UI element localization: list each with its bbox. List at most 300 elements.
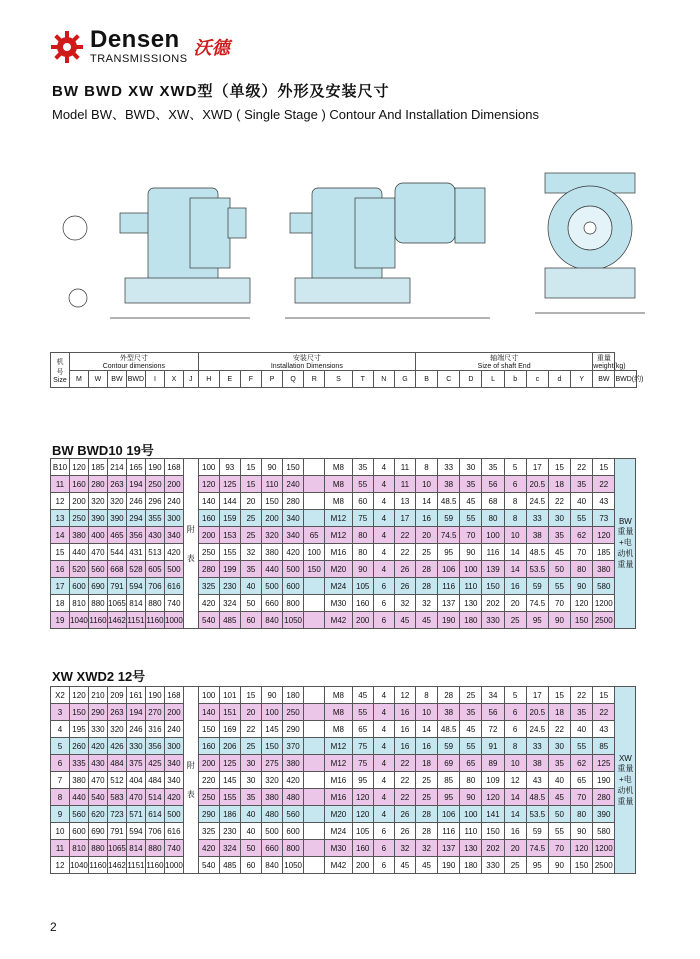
table-cell: 594 [126, 823, 145, 840]
table-cell: 20 [415, 527, 437, 544]
table-cell: 240 [164, 721, 183, 738]
table-cell: 90 [460, 544, 482, 561]
brand-name: Densen [90, 26, 180, 53]
table-cell: 140 [198, 704, 219, 721]
table-cell: 1462 [107, 612, 126, 629]
table-cell: X2 [51, 687, 70, 704]
table-cell: 30 [548, 510, 570, 527]
table-cell: 15 [51, 544, 70, 561]
table-cell: 209 [107, 687, 126, 704]
table-cell [304, 578, 325, 595]
table-cell: 22 [593, 704, 615, 721]
table-cell: 68 [482, 493, 504, 510]
table-cell: 18 [51, 595, 70, 612]
column-header: H [198, 371, 219, 388]
table-cell: 65 [571, 772, 593, 789]
table-cell: 55 [460, 510, 482, 527]
section-xw-title: XW XWD2 12号 [52, 669, 146, 684]
table-cell: 20 [504, 840, 526, 857]
table-cell: 200 [198, 755, 219, 772]
table-cell: 70 [571, 544, 593, 561]
table-cell: 540 [198, 612, 219, 629]
table-cell: 300 [164, 738, 183, 755]
table-cell: 145 [261, 721, 282, 738]
table-cell: 150 [261, 493, 282, 510]
table-cell: 38 [526, 755, 548, 772]
table-cell: 22 [571, 459, 593, 476]
table-cell: 72 [482, 721, 504, 738]
table-cell: 200 [352, 857, 373, 874]
table-cell: 116 [438, 823, 460, 840]
table-cell: 594 [126, 578, 145, 595]
table-row [51, 493, 660, 510]
table-cell: 200 [164, 704, 183, 721]
table-cell: 48.5 [438, 493, 460, 510]
column-header: N [373, 371, 394, 388]
table-cell: 440 [69, 544, 88, 561]
table-cell: 420 [164, 544, 183, 561]
table-cell: 55 [352, 476, 373, 493]
table-cell: 33 [438, 459, 460, 476]
table-cell: 16 [394, 721, 415, 738]
table-cell: 90 [261, 459, 282, 476]
table-cell: 246 [126, 493, 145, 510]
table-cell: 340 [164, 772, 183, 789]
table-cell: 246 [126, 721, 145, 738]
table-cell: 200 [198, 527, 219, 544]
table-cell: 45 [415, 612, 437, 629]
table-cell: M24 [325, 823, 352, 840]
table-cell: M24 [325, 578, 352, 595]
table-cell: 60 [240, 857, 261, 874]
table-cell: 200 [261, 510, 282, 527]
table-cell: 190 [145, 687, 164, 704]
table-cell: 1160 [88, 857, 107, 874]
table-cell: 101 [219, 687, 240, 704]
table-cell: 280 [198, 561, 219, 578]
table-cell: 1000 [164, 857, 183, 874]
table-cell: 59 [438, 510, 460, 527]
table-cell: 75 [352, 510, 373, 527]
table-cell: 53.5 [526, 806, 548, 823]
table-cell: 880 [88, 840, 107, 857]
table-cell: 22 [394, 755, 415, 772]
table-cell: 100 [460, 806, 482, 823]
table-cell: 465 [107, 527, 126, 544]
table-cell: 85 [438, 772, 460, 789]
table-cell: 190 [145, 459, 164, 476]
table-cell: 583 [107, 789, 126, 806]
table-row [51, 527, 660, 544]
table-cell: 90 [571, 578, 593, 595]
table-cell: 560 [88, 561, 107, 578]
table-cell: 12 [51, 857, 70, 874]
table-cell: 440 [69, 789, 88, 806]
table-cell: 380 [593, 561, 615, 578]
table-cell: 600 [69, 578, 88, 595]
column-header: X [164, 371, 183, 388]
table-cell: 120 [571, 595, 593, 612]
table-cell: 150 [571, 857, 593, 874]
table-cell: 430 [88, 755, 107, 772]
xw-dimension-table [50, 686, 660, 874]
table-cell: 330 [126, 738, 145, 755]
table-cell: 33 [526, 738, 548, 755]
table-cell: 25 [460, 687, 482, 704]
table-cell: 280 [88, 476, 107, 493]
table-cell: 43 [526, 772, 548, 789]
table-cell: 155 [219, 789, 240, 806]
table-cell: 32 [394, 840, 415, 857]
table-cell: 470 [88, 544, 107, 561]
table-cell: 18 [548, 476, 570, 493]
table-cell: 340 [164, 527, 183, 544]
table-cell: 60 [352, 493, 373, 510]
table-cell: 356 [145, 738, 164, 755]
table-cell: M30 [325, 595, 352, 612]
table-cell: 45 [394, 612, 415, 629]
table-cell: 810 [69, 595, 88, 612]
table-cell: 470 [126, 789, 145, 806]
table-cell: 155 [219, 544, 240, 561]
table-cell: 190 [593, 772, 615, 789]
table-cell: 200 [164, 476, 183, 493]
table-cell: 40 [240, 578, 261, 595]
table-cell: 95 [526, 612, 548, 629]
table-cell: 50 [548, 806, 570, 823]
page-title-cn: BW BWD XW XWD型（单级）外形及安装尺寸 [52, 83, 390, 100]
table-cell [304, 493, 325, 510]
table-cell: 5 [504, 687, 526, 704]
table-cell: M8 [325, 493, 352, 510]
table-cell: 65 [352, 721, 373, 738]
table-cell: 14 [415, 721, 437, 738]
table-cell: 1050 [283, 857, 304, 874]
table-row [51, 704, 660, 721]
table-cell: 6 [373, 857, 394, 874]
table-cell: 431 [126, 544, 145, 561]
table-cell: 280 [593, 789, 615, 806]
table-cell: 17 [394, 510, 415, 527]
contour-header: 外型尺寸 Contour dimensions [69, 353, 198, 371]
table-cell: 144 [219, 493, 240, 510]
table-cell: 32 [415, 840, 437, 857]
table-cell: 220 [198, 772, 219, 789]
table-cell: 214 [107, 459, 126, 476]
table-cell: 540 [88, 789, 107, 806]
table-cell: 206 [219, 738, 240, 755]
table-cell: 6 [504, 721, 526, 738]
table-cell: 8 [504, 738, 526, 755]
table-cell [304, 721, 325, 738]
table-cell: 59 [526, 578, 548, 595]
table-cell: 500 [164, 806, 183, 823]
table-cell: M12 [325, 510, 352, 527]
table-row [51, 687, 660, 704]
table-cell: 59 [526, 823, 548, 840]
table-cell: 45 [548, 789, 570, 806]
table-cell: 120 [352, 789, 373, 806]
brand-mark: 沃德 [193, 37, 230, 58]
table-cell: 20.5 [526, 704, 548, 721]
table-cell: 120 [482, 789, 504, 806]
table-cell: 190 [438, 612, 460, 629]
table-cell: 840 [261, 857, 282, 874]
table-cell: 93 [219, 459, 240, 476]
table-cell: 480 [283, 789, 304, 806]
table-cell: 616 [164, 823, 183, 840]
table-cell: 45 [460, 721, 482, 738]
table-cell: 390 [88, 510, 107, 527]
table-cell: 125 [593, 755, 615, 772]
table-cell: 80 [352, 544, 373, 561]
table-cell: 80 [460, 772, 482, 789]
weight-note: BW重量+电动机重量 [615, 459, 636, 629]
table-cell: B10 [51, 459, 70, 476]
table-cell: 340 [283, 510, 304, 527]
table-cell: 20 [240, 493, 261, 510]
table-cell [304, 612, 325, 629]
table-cell: 70 [548, 595, 570, 612]
table-cell: 50 [240, 595, 261, 612]
table-cell: 16 [394, 738, 415, 755]
table-cell: 28 [415, 806, 437, 823]
table-cell: 404 [126, 772, 145, 789]
table-cell: 95 [526, 857, 548, 874]
table-cell: 180 [460, 612, 482, 629]
table-cell [304, 755, 325, 772]
table-cell: 6 [373, 840, 394, 857]
table-cell: 120 [69, 459, 88, 476]
table-cell: 22 [240, 721, 261, 738]
table-cell [304, 772, 325, 789]
table-cell: 24.5 [526, 493, 548, 510]
table-cell: 706 [145, 823, 164, 840]
table-cell: 500 [283, 561, 304, 578]
table-cell: 14 [504, 561, 526, 578]
table-cell: 14 [504, 789, 526, 806]
table-cell: 1462 [107, 857, 126, 874]
table-cell: 240 [164, 493, 183, 510]
table-cell: 74.5 [526, 840, 548, 857]
table-cell: 26 [394, 561, 415, 578]
table-row [51, 823, 660, 840]
table-cell: 30 [240, 772, 261, 789]
table-cell: 544 [107, 544, 126, 561]
table-cell: 335 [69, 755, 88, 772]
table-cell: 91 [482, 738, 504, 755]
table-cell: 95 [438, 789, 460, 806]
table-cell: 150 [198, 721, 219, 738]
table-cell: 12 [394, 687, 415, 704]
table-cell: 10 [504, 755, 526, 772]
column-header: F [240, 371, 261, 388]
table-cell: 200 [352, 612, 373, 629]
table-cell: 614 [145, 806, 164, 823]
table-cell: 45 [548, 544, 570, 561]
table-cell: 120 [571, 840, 593, 857]
table-cell: 320 [107, 721, 126, 738]
table-cell: 40 [240, 823, 261, 840]
column-header: BW [593, 371, 615, 388]
column-header: D [460, 371, 482, 388]
table-cell: 420 [283, 772, 304, 789]
table-cell: 194 [126, 704, 145, 721]
table-cell [304, 704, 325, 721]
table-cell: 4 [373, 772, 394, 789]
table-cell: 35 [571, 476, 593, 493]
table-cell: 324 [219, 595, 240, 612]
table-cell: 26 [394, 578, 415, 595]
table-cell: 10 [504, 527, 526, 544]
table-cell: 10 [415, 704, 437, 721]
table-cell: 169 [219, 721, 240, 738]
table-cell: 90 [548, 857, 570, 874]
table-cell: 600 [69, 823, 88, 840]
table-cell: 8 [51, 789, 70, 806]
table-cell [304, 459, 325, 476]
table-cell: 159 [219, 510, 240, 527]
table-row [51, 840, 660, 857]
table-cell: 880 [88, 595, 107, 612]
bw-dimension-table [50, 458, 660, 629]
table-cell: 15 [548, 687, 570, 704]
table-cell: 100 [261, 704, 282, 721]
table-cell: 70 [571, 789, 593, 806]
table-cell: 16 [504, 578, 526, 595]
column-header: J [183, 371, 198, 388]
table-cell: 100 [460, 561, 482, 578]
table-cell: 706 [145, 578, 164, 595]
table-cell: 6 [373, 612, 394, 629]
table-cell: 48.5 [526, 789, 548, 806]
table-cell: 161 [126, 687, 145, 704]
table-cell: 150 [283, 459, 304, 476]
table-cell: 580 [593, 578, 615, 595]
table-cell: 16 [51, 561, 70, 578]
table-cell: 18 [548, 704, 570, 721]
table-cell: 430 [145, 527, 164, 544]
table-cell: M8 [325, 721, 352, 738]
table-cell: 160 [198, 738, 219, 755]
table-cell: 22 [394, 527, 415, 544]
table-cell: 330 [482, 857, 504, 874]
column-header: E [219, 371, 240, 388]
table-cell: 109 [482, 772, 504, 789]
table-cell: 13 [51, 510, 70, 527]
table-cell: 110 [261, 476, 282, 493]
table-cell: 160 [198, 510, 219, 527]
table-cell: 22 [593, 476, 615, 493]
table-cell: M16 [325, 772, 352, 789]
table-cell: 250 [283, 704, 304, 721]
table-cell: 690 [88, 823, 107, 840]
table-cell: 20 [504, 595, 526, 612]
table-cell: 8 [415, 459, 437, 476]
column-header: BW [107, 371, 126, 388]
table-cell: 90 [261, 687, 282, 704]
column-header: W [88, 371, 107, 388]
table-cell: 340 [164, 755, 183, 772]
table-cell [304, 806, 325, 823]
table-cell: 356 [126, 527, 145, 544]
table-cell: 116 [438, 578, 460, 595]
table-cell: M12 [325, 755, 352, 772]
table-cell: 56 [482, 704, 504, 721]
table-cell: M42 [325, 612, 352, 629]
column-header: G [394, 371, 415, 388]
table-cell: 35 [571, 704, 593, 721]
table-cell: 420 [283, 544, 304, 561]
table-cell: 320 [261, 772, 282, 789]
install-header: 安装尺寸 Installation Dimensions [198, 353, 415, 371]
table-cell: 330 [482, 612, 504, 629]
table-cell: 512 [107, 772, 126, 789]
table-cell: 1065 [107, 595, 126, 612]
table-cell: 125 [219, 755, 240, 772]
table-cell: 70 [460, 527, 482, 544]
table-cell: 202 [482, 595, 504, 612]
table-cell [304, 857, 325, 874]
table-cell: 5 [504, 459, 526, 476]
table-cell: 35 [460, 476, 482, 493]
table-cell: 1160 [145, 857, 164, 874]
table-cell: 30 [460, 459, 482, 476]
table-cell: 390 [593, 806, 615, 823]
table-cell: 513 [145, 544, 164, 561]
table-cell: 25 [415, 544, 437, 561]
table-cell: 28 [415, 561, 437, 578]
table-cell: 6 [373, 823, 394, 840]
table-cell: 25 [504, 857, 526, 874]
table-cell: 300 [164, 510, 183, 527]
table-cell: 120 [69, 687, 88, 704]
table-cell: 165 [126, 459, 145, 476]
table-cell: 4 [373, 704, 394, 721]
table-cell: 294 [126, 510, 145, 527]
column-header: BWD(约) [615, 371, 636, 388]
table-cell: 560 [69, 806, 88, 823]
table-cell: 185 [88, 459, 107, 476]
table-cell: 100 [304, 544, 325, 561]
table-cell: 106 [438, 561, 460, 578]
table-cell: 440 [261, 561, 282, 578]
table-cell: M16 [325, 544, 352, 561]
column-header: I [145, 371, 164, 388]
table-cell: 55 [548, 578, 570, 595]
column-header: R [304, 371, 325, 388]
column-header: T [352, 371, 373, 388]
section-bw-title: BW BWD10 19号 [52, 443, 154, 458]
table-cell: 250 [198, 544, 219, 561]
table-cell: 55 [352, 704, 373, 721]
table-cell: 65 [304, 527, 325, 544]
table-cell: 95 [352, 772, 373, 789]
table-cell: 280 [283, 493, 304, 510]
table-cell: 4 [373, 687, 394, 704]
table-cell: 120 [593, 527, 615, 544]
table-row [51, 510, 660, 527]
weight-header: 重量 weight(kg) [593, 353, 615, 371]
table-cell: 380 [283, 755, 304, 772]
table-cell: M20 [325, 806, 352, 823]
table-cell: 15 [240, 459, 261, 476]
table-cell: 55 [460, 738, 482, 755]
column-header: BWD [126, 371, 145, 388]
table-cell: 150 [571, 612, 593, 629]
brand-logo [50, 28, 230, 65]
table-cell: 340 [283, 527, 304, 544]
